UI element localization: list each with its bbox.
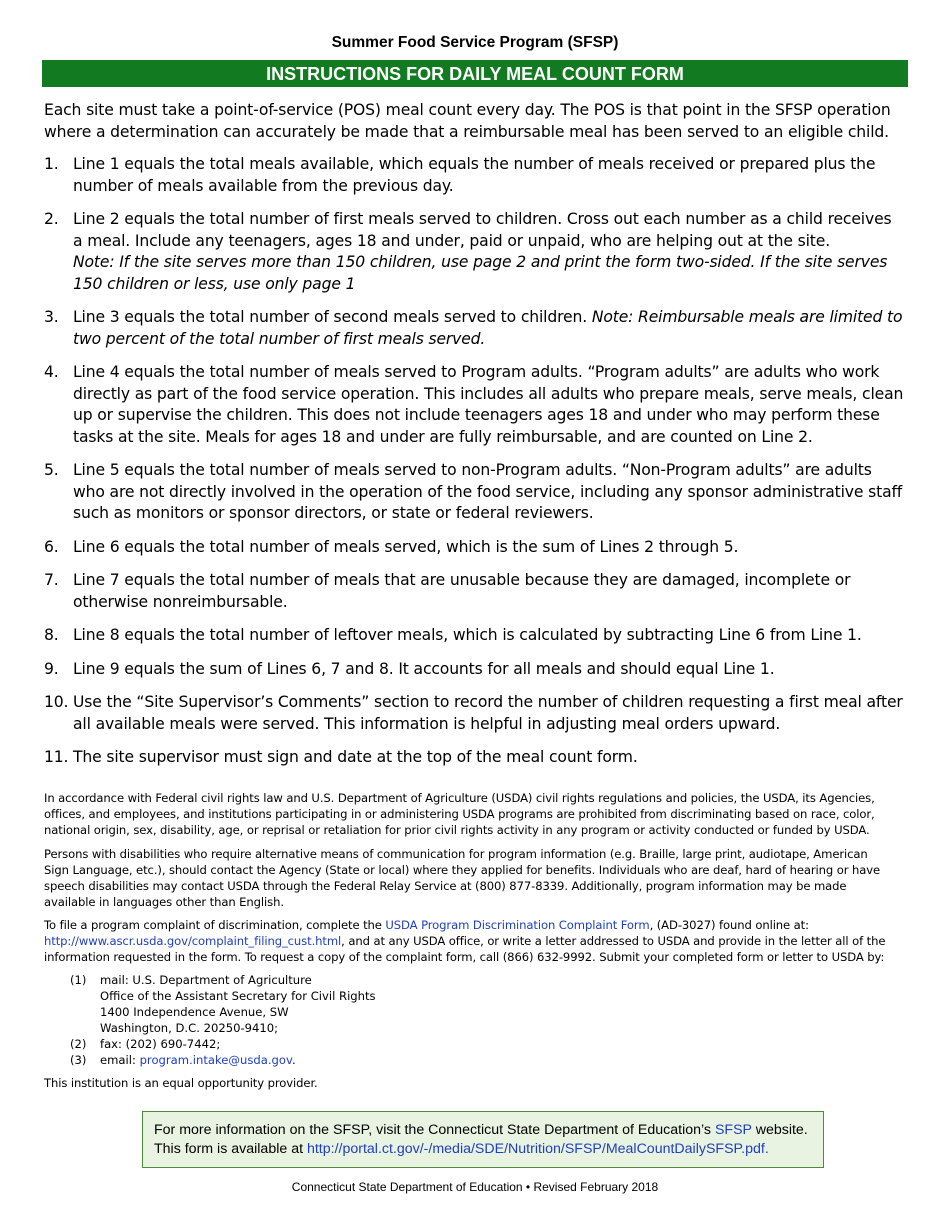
mail-line: 1400 Independence Avenue, SW [100,1005,289,1019]
contact-number: (1) [70,973,87,987]
ascr-link[interactable]: http://www.ascr.usda.gov/complaint_filing_cust.html [44,934,342,948]
item-number: 10. [44,693,69,711]
list-item [44,570,904,613]
list-item [44,747,904,769]
item-number: 11. [44,748,69,766]
item-number: 3. [44,308,59,326]
list-item [44,659,904,681]
contact-mail [70,972,376,1036]
item-text: Use the “Site Supervisor’s Comments” section to record the number of children requesting a first meal after all available meals were served. This information is helpful in adjusting meal orders upward. [73,693,903,733]
contact-number: (2) [70,1037,87,1051]
fax-text: fax: (202) 690-7442; [100,1037,221,1051]
mail-line: mail: U.S. Department of Agriculture [100,973,312,987]
email-end: . [291,1053,296,1067]
page-footer: Connecticut State Department of Education • Revised February 2018 [291,1180,659,1194]
complaint-form-link[interactable]: USDA Program Discrimination Complaint Form [385,918,650,932]
instructions-banner: INSTRUCTIONS FOR DAILY MEAL COUNT FORM [42,60,908,87]
list-item [44,460,904,525]
info-box [142,1111,824,1168]
item-text: The site supervisor must sign and date at the top of the meal count form. [73,748,638,766]
program-title: Summer Food Service Program (SFSP) [331,34,619,51]
complaint-statement [44,917,894,965]
complaint-text: , (AD-3027) found online at: [649,918,809,932]
contact-email [70,1052,376,1068]
contact-fax [70,1036,376,1052]
item-number: 7. [44,571,59,589]
info-text: website. [751,1122,808,1138]
item-note: Note: If the site serves more than 150 children, use page 2 and print the form two-sided. If the site serves 150 children or less, use only page 1 [73,253,888,293]
list-item [44,154,904,197]
item-note: Note: Reimbursable meals are limited to two percent of the total number of first meals served. [73,308,903,348]
disability-statement: Persons with disabilities who require alternative means of communication for program information (e.g. Braille, large print, audiotape, American Sign Language, etc.), should contact the Agency (State or local) where they applied for benefits. Individuals who are deaf, hard of hearing or have speech disabilities may contact USDA through the Federal Relay Service at (800) 877-8339. Additionally, program information may be made available in languages other than English. [44,847,881,909]
complaint-text: , and at any USDA office, or write a letter addressed to USDA and provide in the letter all of the information requested in the form. To request a copy of the complaint form, call (866) 632-9992. Submit your completed form or letter to USDA by: [44,934,886,964]
mail-line: Office of the Assistant Secretary for Civil Rights [100,989,376,1003]
item-number: 9. [44,659,59,678]
email-link[interactable]: program.intake@usda.gov [139,1053,292,1067]
civil-rights-statement: In accordance with Federal civil rights law and U.S. Department of Agriculture (USDA) civil rights regulations and policies, the USDA, its Agencies, offices, and employees, and institutions participating in or administering USDA programs are prohibited from discriminating based on race, color, national origin, sex, disability, age, or reprisal or retaliation for prior civil rights activity in any program or activity conducted or funded by USDA. [44,791,875,837]
item-text: Line 3 equals the total number of second meals served to children. [73,308,588,326]
item-text: Line 8 equals the total number of leftover meals, which is calculated by subtracting Line 6 from Line 1. [73,626,862,644]
contact-list [70,972,376,1068]
item-text: Line 1 equals the total meals available, which equals the number of meals received or prepared plus the number of meals available from the previous day. [73,155,876,195]
list-item [44,209,904,295]
info-text: This form is available at [154,1141,307,1157]
info-line [154,1140,812,1159]
item-number: 2. [44,210,59,228]
item-number: 6. [44,537,59,556]
item-text: Line 4 equals the total number of meals served to Program adults. “Program adults” are adults who work directly as part of the food service operation. This includes all adults who prepare meals, serve meals, clean up or supervise the children. This does not include teenagers ages 18 and under who may perform these tasks at the site. Meals for ages 18 and under are fully reimbursable, and are counted on Line 2. [73,363,904,446]
item-number: 4. [44,363,59,381]
equal-opportunity-statement: This institution is an equal opportunity provider. [44,1076,318,1090]
item-text: Line 9 equals the sum of Lines 6, 7 and 8. It accounts for all meals and should equal Line 1. [73,659,775,678]
list-item [44,625,904,647]
item-text: Line 2 equals the total number of first meals served to children. Cross out each number as a child receives a meal. Include any teenagers, ages 18 and under, paid or unpaid, who are helping out at the site. [73,210,892,250]
item-number: 5. [44,461,59,479]
list-item [44,307,904,350]
item-number: 8. [44,626,59,644]
info-text: For more information on the SFSP, visit the Connecticut State Department of Education’s [154,1122,715,1138]
item-text: Line 6 equals the total number of meals served, which is the sum of Lines 2 through 5. [73,537,739,556]
item-text: Line 7 equals the total number of meals that are unusable because they are damaged, incomplete or otherwise nonreimbursable. [73,571,851,611]
contact-number: (3) [70,1053,87,1067]
complaint-text: To file a program complaint of discrimination, complete the [44,918,386,932]
instruction-list [44,154,904,781]
list-item [44,692,904,735]
item-text: Line 5 equals the total number of meals served to non-Program adults. “Non-Program adults” are adults who are not directly involved in the operation of the food service, including any sponsor administrative staff such as monitors or sponsor directors, or state or federal reviewers. [73,461,903,522]
list-item [44,362,904,448]
info-line [154,1121,812,1140]
list-item [44,537,904,559]
sfsp-link[interactable]: SFSP [714,1122,752,1138]
item-number: 1. [44,155,59,173]
mail-line: Washington, D.C. 20250-9410; [100,1021,279,1035]
intro-paragraph: Each site must take a point-of-service (POS) meal count every day. The POS is that point in the SFSP operation where a determination can accurately be made that a reimbursable meal has been served to an eligible child. [44,101,891,141]
email-label: email: [100,1053,140,1067]
form-pdf-link[interactable]: http://portal.ct.gov/-/media/SDE/Nutrition/SFSP/MealCountDailySFSP.pdf. [306,1141,769,1157]
